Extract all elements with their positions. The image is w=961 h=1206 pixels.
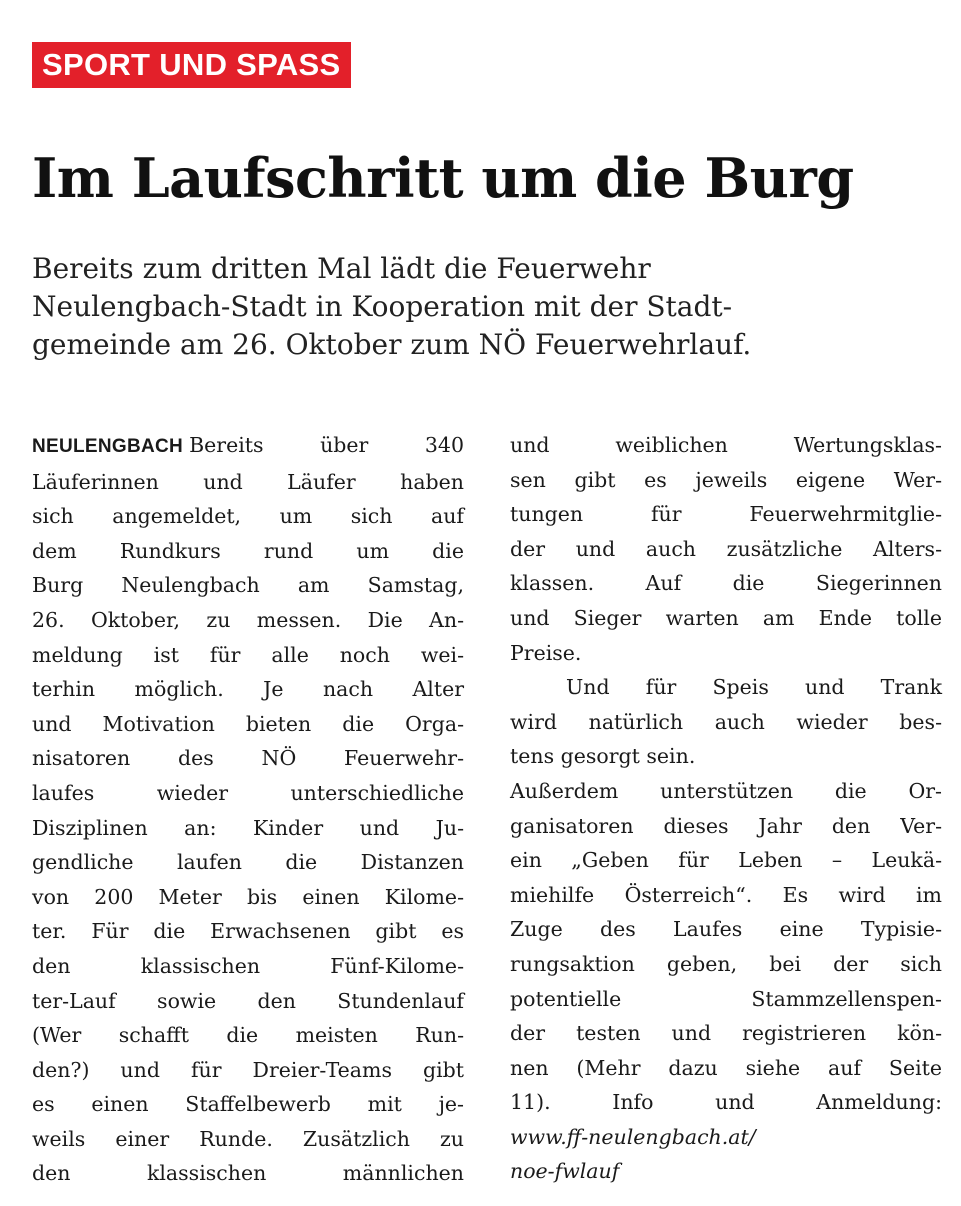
body-line: den klassischen männlichen: [32, 1161, 464, 1186]
body-line: ganisatoren dieses Jahr den Ver-: [510, 813, 942, 838]
body-line: potentielle Stammzellenspen-: [510, 986, 942, 1011]
body-line: Läuferinnen und Läufer haben: [32, 469, 464, 494]
body-line: dem Rundkurs rund um die: [32, 538, 464, 563]
body-line: wird natürlich auch wieder bes-: [510, 709, 942, 734]
body-line: es einen Staffelbewerb mit je-: [32, 1092, 464, 1117]
body-line: von 200 Meter bis einen Kilome-: [32, 884, 464, 909]
body-column-left: [32, 428, 464, 1191]
body-line: und weiblichen Wertungsklas-: [510, 433, 942, 457]
body-line: klassen. Auf die Siegerinnen: [510, 571, 942, 596]
body-line: (Wer schafft die meisten Run-: [32, 1023, 464, 1048]
body-line: rungsaktion geben, bei der sich: [510, 951, 942, 976]
body-line: miehilfe Österreich“. Es wird im: [510, 882, 942, 907]
body-line: nisatoren des NÖ Feuerwehr-: [32, 746, 464, 771]
body-line: meldung ist für alle noch wei-: [32, 642, 464, 667]
body-line: 26. Oktober, zu messen. Die An-: [32, 607, 464, 632]
body-line: den?) und für Dreier-Teams gibt: [32, 1057, 464, 1082]
body-line: nen (Mehr dazu siehe auf Seite: [510, 1055, 942, 1080]
body-line: der testen und registrieren kön-: [510, 1021, 942, 1046]
body-line: Zuge des Laufes eine Typisie-: [510, 917, 942, 942]
body-line: terhin möglich. Je nach Alter: [32, 677, 464, 702]
body-line: der und auch zusätzliche Alters-: [510, 536, 942, 561]
article-lead: [32, 250, 751, 364]
body-line: Preise.: [510, 640, 582, 665]
body-line: 11). Info und Anmeldung:: [510, 1090, 942, 1115]
dateline: NEULENGBACH: [32, 436, 184, 457]
body-column-right: [510, 428, 942, 1189]
body-line: laufes wieder unterschiedliche: [32, 780, 464, 805]
info-url-link[interactable]: www.ff-neulengbach.at/: [510, 1124, 756, 1149]
body-line: [32, 428, 464, 465]
body-line: den klassischen Fünf-Kilome-: [32, 953, 464, 978]
body-line: Und für Speis und Trank: [566, 675, 942, 700]
body-line: tens gesorgt sein.: [510, 744, 696, 769]
lead-line: Neulengbach-Stadt in Kooperation mit der Stadt-: [32, 290, 733, 323]
body-line: sich angemeldet, um sich auf: [32, 504, 464, 529]
body-line: Außerdem unterstützen die Or-: [510, 778, 942, 803]
section-kicker: SPORT UND SPASS: [32, 42, 351, 88]
body-line-text: Bereits über 340: [189, 433, 464, 457]
article-headline: Im Laufschritt um die Burg: [32, 146, 854, 210]
lead-line: Bereits zum dritten Mal lädt die Feuerwehr: [32, 252, 651, 285]
body-line: ein „Geben für Leben – Leukä-: [510, 848, 942, 873]
body-line: und Sieger warten am Ende tolle: [510, 605, 942, 630]
body-line: Disziplinen an: Kinder und Ju-: [32, 815, 464, 840]
body-line: gendliche laufen die Distanzen: [32, 850, 464, 875]
body-line: ter-Lauf sowie den Stundenlauf: [32, 988, 464, 1013]
body-line: und Motivation bieten die Orga-: [32, 711, 464, 736]
body-line: ter. Für die Erwachsenen gibt es: [32, 919, 464, 944]
info-url-link[interactable]: noe-fwlauf: [510, 1159, 620, 1184]
body-line: weils einer Runde. Zusätzlich zu: [32, 1126, 464, 1151]
body-line: sen gibt es jeweils eigene Wer-: [510, 467, 942, 492]
lead-line: gemeinde am 26. Oktober zum NÖ Feuerwehrlauf.: [32, 328, 752, 361]
body-line: tungen für Feuerwehrmitglie-: [510, 502, 942, 527]
body-line: Burg Neulengbach am Samstag,: [32, 573, 464, 598]
